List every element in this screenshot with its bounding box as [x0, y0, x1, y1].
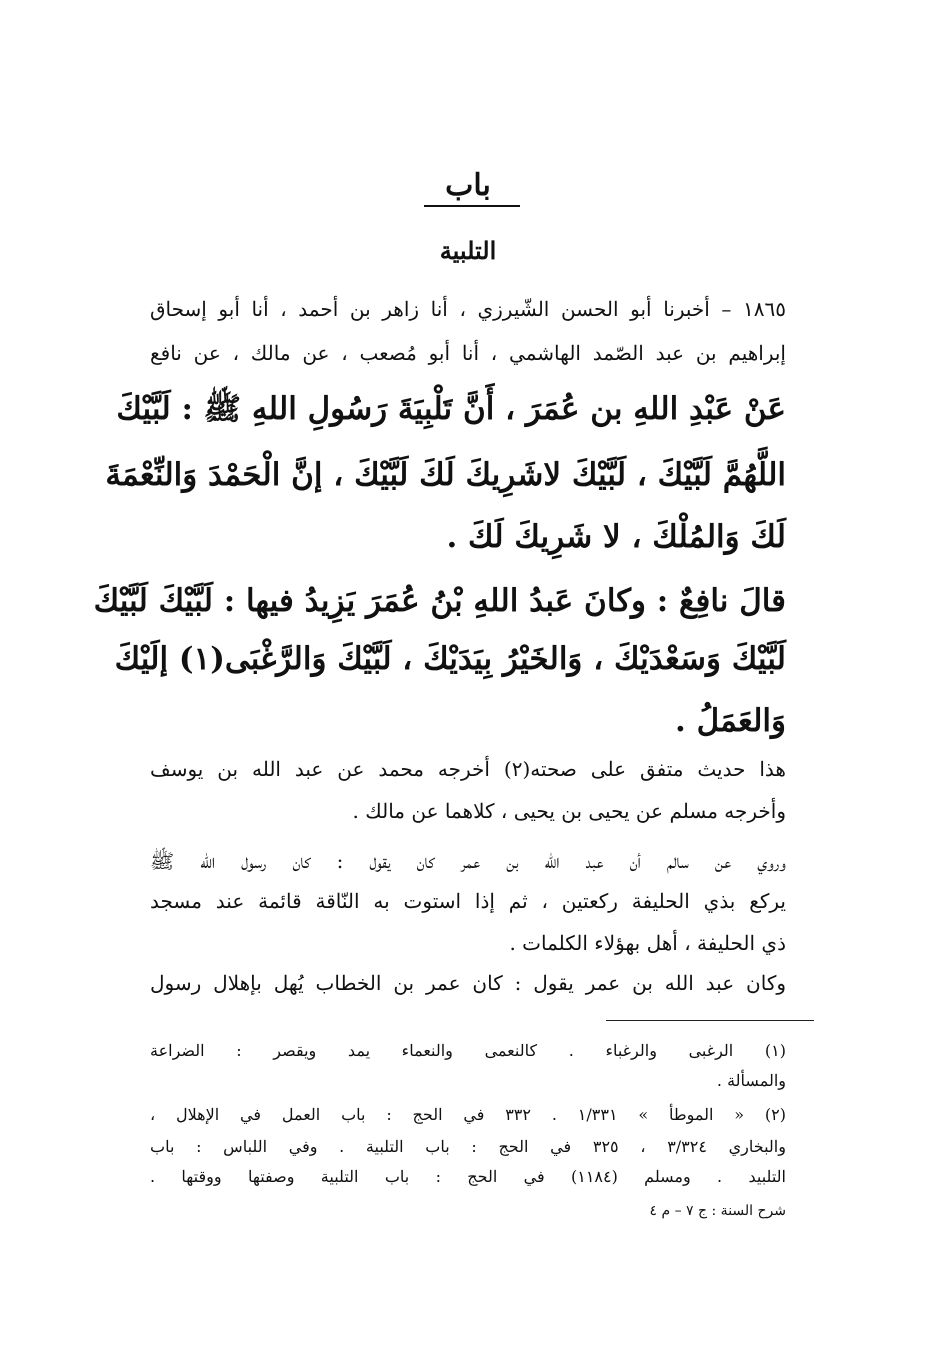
chapter-subtitle: التلبية	[439, 236, 497, 265]
footnote-2-line-1: (٢) « الموطأ » ١/٣٣١ . ٣٣٢ في الحج : باب العمل في الإهلال ،	[150, 1105, 787, 1124]
salim-line-3: ذي الحليفة ، أهل بهؤلاء الكلمات .	[509, 931, 786, 955]
nafi-line-2: لَبَّيْكَ وَسَعْدَيْكَ ، وَالخَيْرُ بِيَدَيْكَ ، لَبَّيْكَ وَالرَّغْبَى(١) إلَيْكَ	[114, 641, 786, 677]
commentary-line-2: وأخرجه مسلم عن يحيى بن يحيى ، كلاهما عن مالك .	[352, 799, 786, 823]
isnad-line-1: ١٨٦٥ – أخبرنا أبو الحسن الشّيرزي ، أنا زاهر بن أحمد ، أنا أبو إسحاق	[150, 297, 786, 321]
title-underline	[424, 205, 520, 207]
footnote-separator	[606, 1020, 814, 1021]
chapter-title: باب	[445, 168, 491, 203]
footnote-1-line-1: (١) الرغبى والرغباء . كالنعمى والنعماء يمد ويقصر : الضراعة	[150, 1041, 786, 1060]
body-last-line: وكان عبد الله بن عمر يقول : كان عمر بن الخطاب يُهل بإهلال رسول	[150, 971, 786, 995]
matn-line-2: اللَّهُمَّ لَبَّيْكَ ، لَبَّيْكَ لاشَرِيكَ لَكَ لَبَّيْكَ ، إنَّ الْحَمْدَ وَالنِّعْمَةَ	[105, 457, 786, 493]
footnote-2-line-3: التلبيد . ومسلم (١١٨٤) في الحج : باب التلبية وصفتها ووقتها .	[150, 1167, 786, 1186]
salim-line-2: يركع بذي الحليفة ركعتين ، ثم إذا استوت به النّاقة قائمة عند مسجد	[150, 889, 786, 913]
matn-line-1: عَنْ عَبْدِ اللهِ بن عُمَرَ ، أَنَّ تَلْبِيَةَ رَسُولِ اللهِ ﷺ : لَبَّيْكَ	[116, 391, 786, 427]
footnote-1-line-2: والمسألة .	[716, 1071, 786, 1090]
commentary-line-1: هذا حديث متفق على صحته(٢) أخرجه محمد عن عبد الله بن يوسف	[150, 757, 786, 781]
footnote-2-line-2: والبخاري ٣/٣٢٤ ، ٣٢٥ في الحج : باب التلبية . وفي اللباس : باب	[150, 1137, 786, 1156]
nafi-line-3: وَالعَمَلُ .	[675, 703, 786, 739]
nafi-line-1: قالَ نافِعٌ : وكانَ عَبدُ اللهِ بْنُ عُمَرَ يَزِيدُ فيها : لَبَّيْكَ لَبَّيْكَ	[93, 583, 786, 619]
matn-line-3: لَكَ وَالمُلْكَ ، لا شَرِيكَ لَكَ .	[446, 519, 786, 555]
salim-line-1: وروي عن سالم أن عبد الله بن عمر كان يقول : كان رسول الله ﷺ	[150, 849, 786, 873]
page-signature: شرح السنة : ج ٧ – م ٤	[649, 1203, 786, 1219]
isnad-line-2: إبراهيم بن عبد الصّمد الهاشمي ، أنا أبو مُصعب ، عن مالك ، عن نافع	[150, 341, 786, 365]
